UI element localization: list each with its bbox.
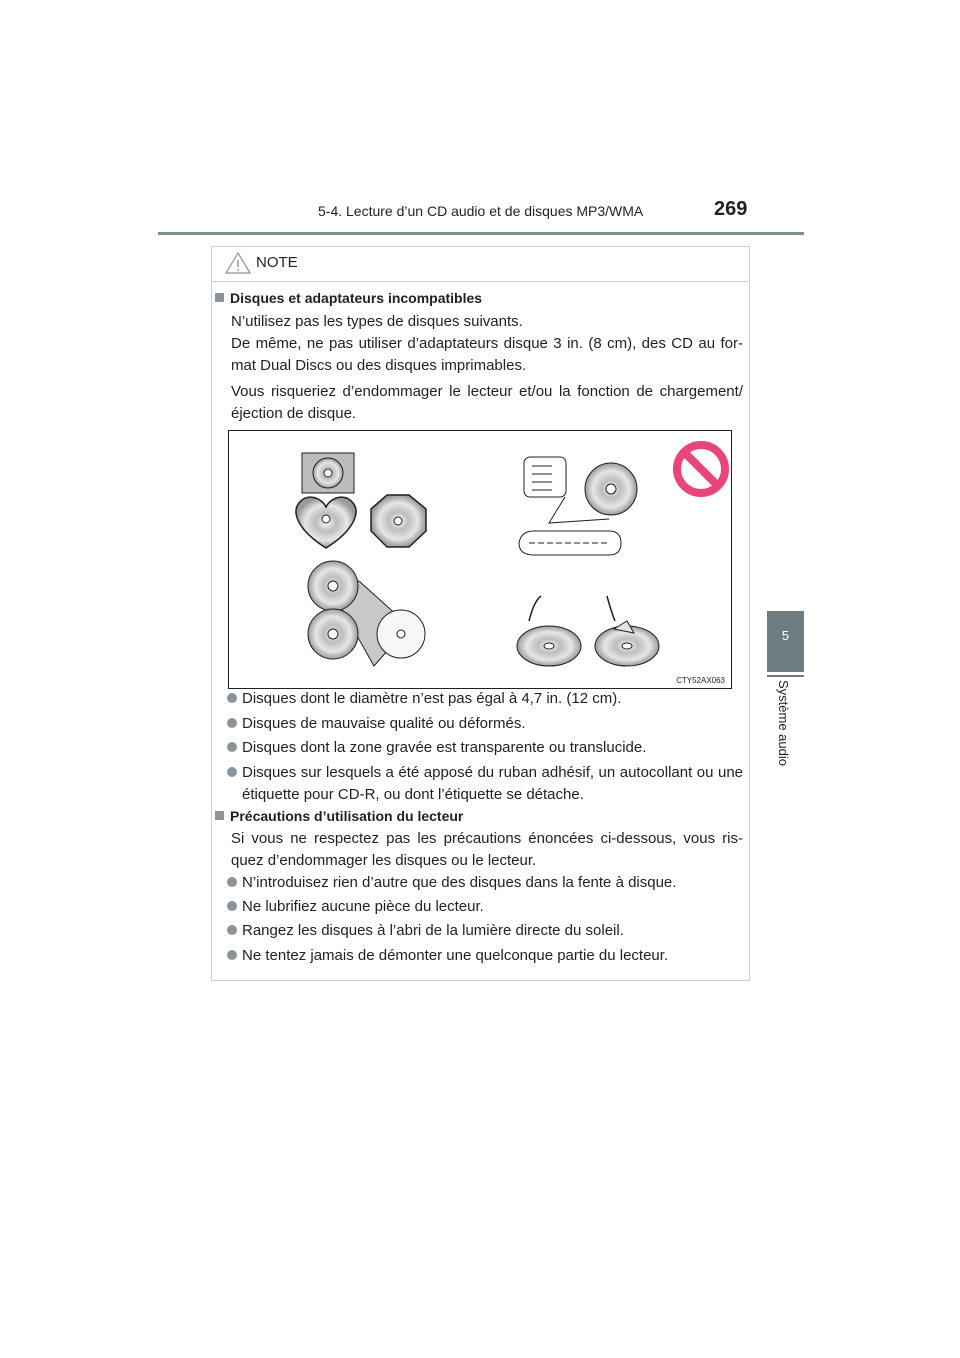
note-label: NOTE	[256, 254, 298, 271]
warped-disc-icon	[517, 596, 581, 666]
bullet-icon	[227, 767, 237, 777]
chapter-tab-rule	[767, 675, 804, 677]
chapter-label: Système audio	[776, 680, 791, 766]
list-item: Disques de mauvaise qualité ou déformés.	[227, 713, 743, 735]
section-heading-precautions: Précautions d’utilisation du lecteur	[215, 808, 463, 824]
bullet-icon	[227, 901, 237, 911]
page-number: 269	[714, 198, 748, 220]
heart-shaped-disc-icon	[296, 497, 356, 548]
warning-icon	[225, 251, 251, 275]
adapter-disc-stack-icon	[308, 561, 425, 666]
small-disc-adapter-icon	[302, 453, 354, 493]
incompatible-discs-illustration	[228, 430, 732, 689]
list-item: Ne lubrifiez aucune pièce du lecteur.	[227, 896, 743, 918]
figure-code: CTY52AX063	[676, 676, 725, 685]
chapter-number: 5	[781, 628, 790, 643]
note-header	[212, 247, 749, 282]
section-title: 5-4. Lecture d’un CD audio et de disques MP3/WMA	[318, 203, 644, 219]
bullet-icon	[227, 718, 237, 728]
peeling-label-disc-icon	[595, 596, 659, 666]
bullet-icon	[227, 950, 237, 960]
list-item: Ne tentez jamais de démonter une quelconque partie du lecteur.	[227, 945, 743, 967]
bullet-icon	[227, 742, 237, 752]
square-bullet-icon	[215, 293, 224, 302]
prohibition-icon	[677, 445, 725, 493]
bullet-icon	[227, 693, 237, 703]
list-item: Rangez les disques à l’abri de la lumière directe du soleil.	[227, 920, 743, 942]
section-heading-incompatible: Disques et adaptateurs incompatibles	[215, 290, 482, 306]
octagonal-disc-icon	[371, 495, 426, 547]
paragraph: Vous risqueriez d’endommager le lecteur et/ou la fonction de chargement/éjection de disque.	[231, 383, 743, 422]
list-item: Disques dont la zone gravée est transparente ou translucide.	[227, 737, 743, 759]
list-item: N’introduisez rien d’autre que des disques dans la fente à disque.	[227, 872, 743, 894]
bullet-icon	[227, 877, 237, 887]
header-rule	[158, 232, 804, 235]
disc-player-icon	[519, 457, 637, 555]
list-item: Disques dont le diamètre n’est pas égal à 4,7 in. (12 cm).	[227, 688, 743, 710]
square-bullet-icon	[215, 811, 224, 820]
paragraph: De même, ne pas utiliser d’adaptateurs disque 3 in. (8 cm), des CD au for-mat Dual Discs ou des disques imprimables.	[231, 335, 743, 374]
list-item: Disques sur lesquels a été apposé du ruban adhésif, un autocollant ou une étiquette pour CD-R, ou dont l’étiquette se détache.	[227, 762, 743, 806]
paragraph: N’utilisez pas les types de disques suivants.	[231, 313, 523, 330]
disc-drawing	[229, 431, 731, 688]
paragraph: Si vous ne respectez pas les précautions énoncées ci-dessous, vous ris-quez d’endommager les disques ou le lecteur.	[231, 830, 743, 869]
bullet-icon	[227, 925, 237, 935]
